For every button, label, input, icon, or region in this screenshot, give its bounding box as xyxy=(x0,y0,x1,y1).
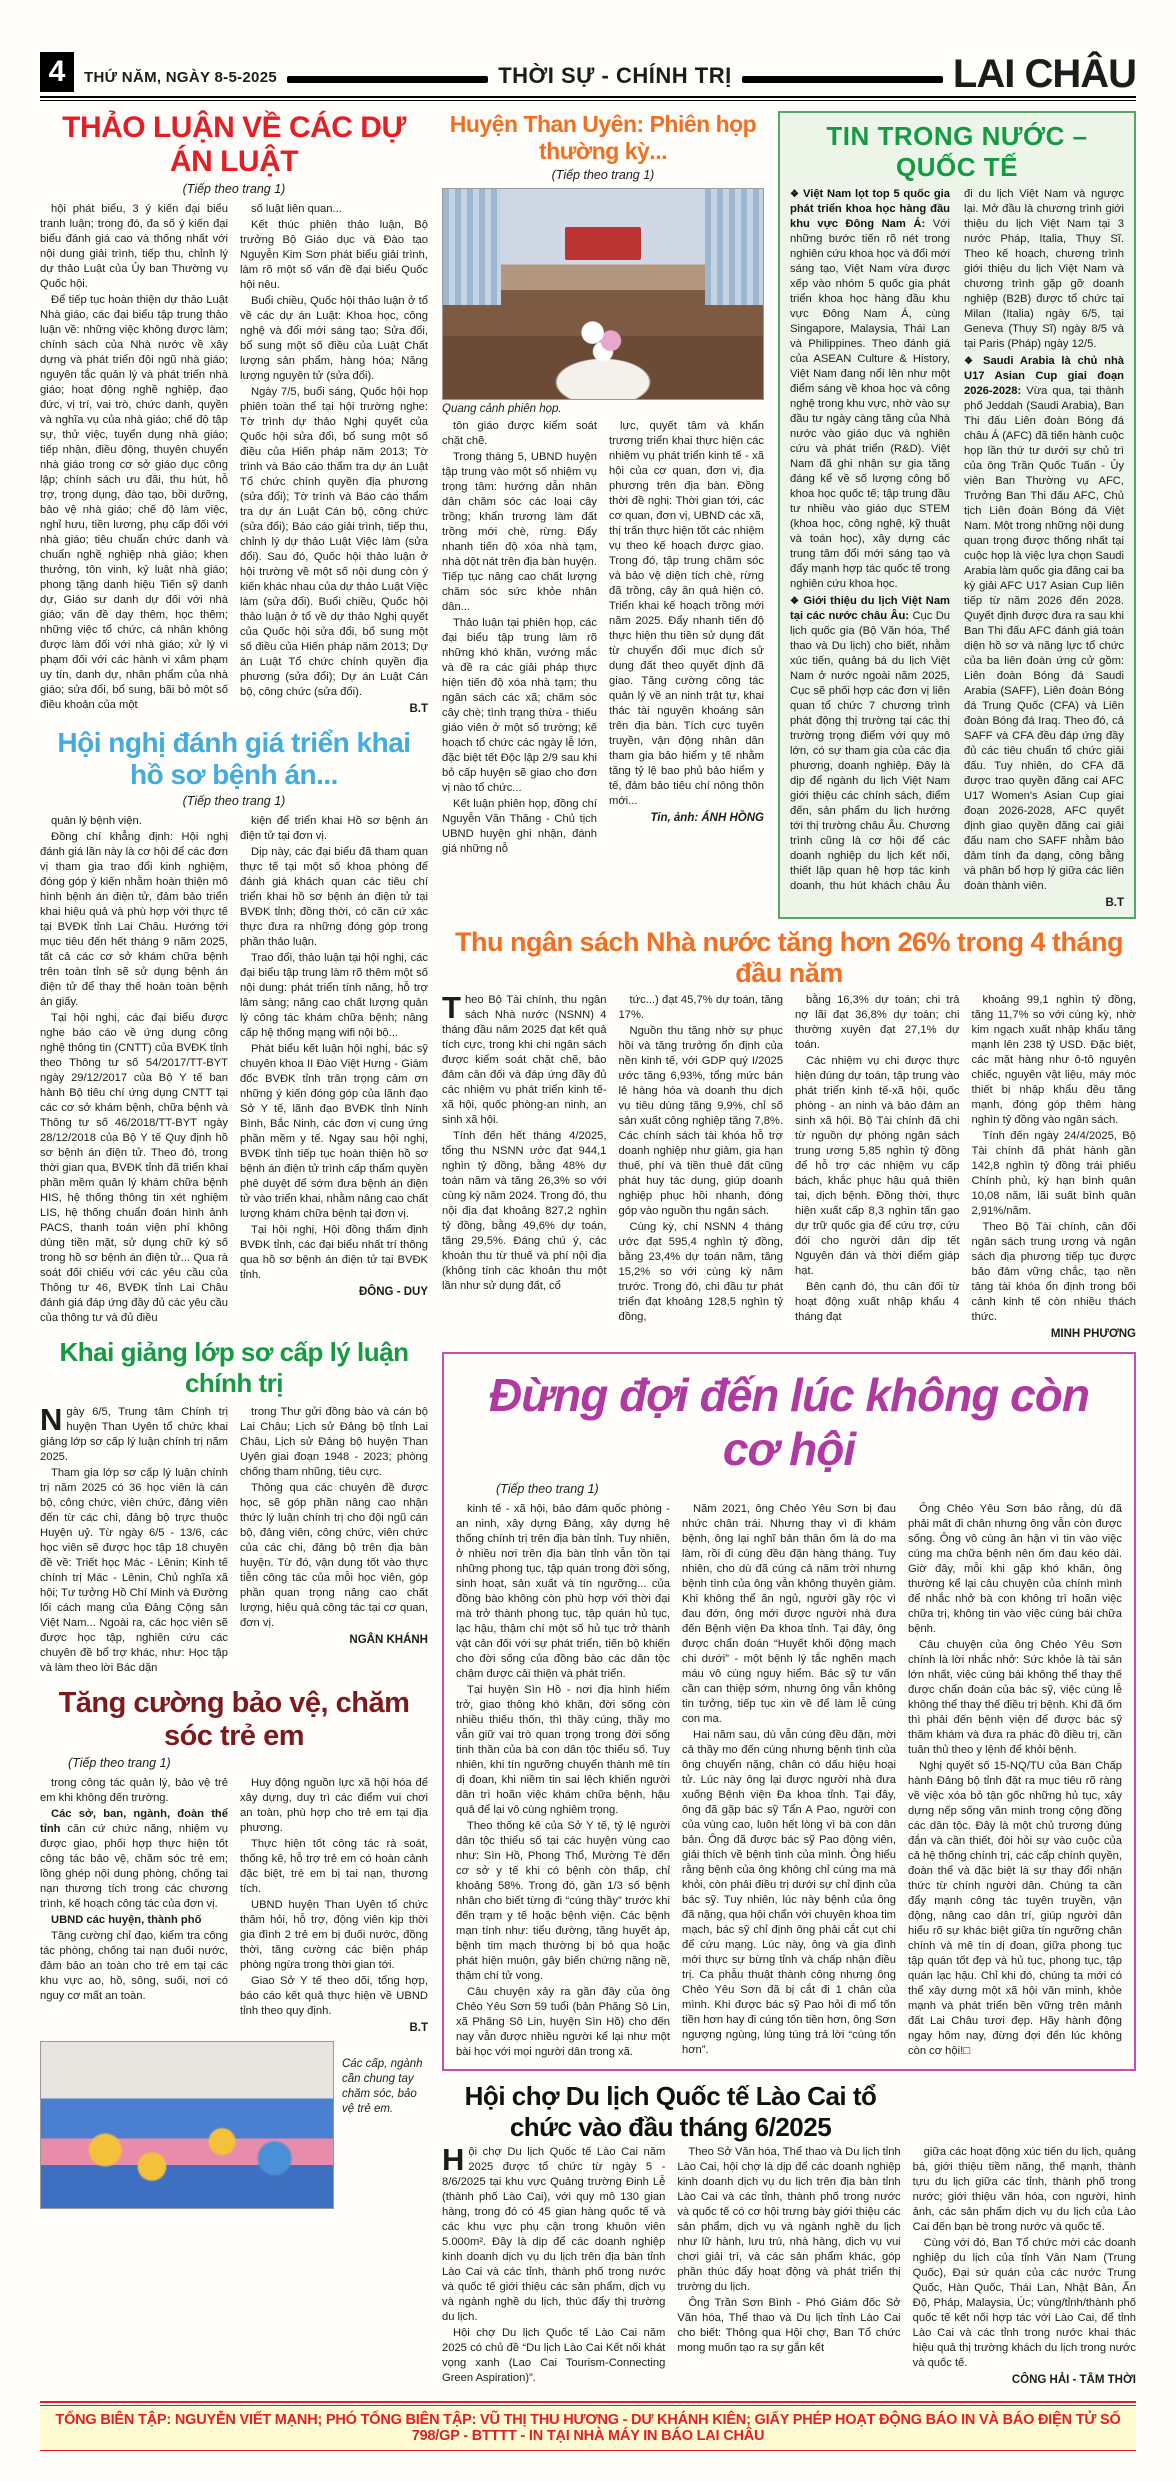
paragraph: Hội chợ Du lịch Quốc tế Lào Cai năm 2025 được tổ chức từ ngày 5 - 8/6/2025 tại khu vực Quảng trường Đinh Lễ (thành phố Lào Cai), với quy mô 130 gian hàng, trong đó có 45 gian hàng quốc tế và các khu vực phụ cận trong khuôn viên 5.000m². Đây là dịp để các doanh nghiệp kinh doanh dịch vụ du lịch trên địa bàn tỉnh Lào Cai và các tỉnh, thành phố trong nước và quốc tế giới thiệu các sản phẩm, dịch vụ và ngành nghề du lịch, thúc đẩy thị trường du lịch. xyxy=(442,2142,666,2324)
paragraph: ❖ Việt Nam lọt top 5 quốc gia phát triển khoa học hàng đầu khu vực Đông Nam Á: Với những bước tiến rõ nét trong nghiên cứu khoa học và đổi mới sáng tạo, Việt Nam vừa được xếp vào nhóm 5 quốc gia phát triển khoa học hàng đầu khu vực Đông Nam Á, cùng Singapore, Malaysia, Thái Lan và Philippines. Theo đánh giá của ASEAN Culture & History, Việt Nam đang nổi lên như một điểm sáng về khoa học và công nghệ trong khu vực, nhờ vào sự đầu tư ngày càng tăng của Nhà nước vào giáo dục và nghiên cứu và phát triển (R&D). Việt Nam đã ghi nhận sự gia tăng đáng kể về số lượng công bố khoa học quốc tế; tập trung đầu tư nhiều vào giáo dục STEM (khoa học, công nghệ, kỹ thuật và toán học), xây dựng các trung tâm đổi mới sáng tạo và đẩy mạnh hợp tác quốc tế trong nghiên cứu khoa học. xyxy=(790,187,950,592)
paragraph: Dịp này, các đại biểu đã tham quan thực tế tại một số khoa phòng để đánh giá khách quan các tiêu chí triển khai hồ sơ bệnh án điện tử tại BVĐK tỉnh; đồng thời, có căn cứ xác thực đưa ra những đóng góp trong phần thảo luận. xyxy=(240,846,428,949)
page-footer xyxy=(40,2401,1136,2451)
paragraph: lực, quyết tâm và khẩn trương triển khai thực hiện các nhiệm vụ phát triển kinh tế - xã hội của cơ quan, đơn vị, địa phương trên địa bàn. Đồng thời đề nghị: Thời gian tới, các cơ quan, đơn vị, UBND các xã, thị trấn thực hiện tốt các nhiệm vụ theo kế hoạch được giao. Trong đó, tập trung chăm sóc và bảo vệ diện tích chè, rừng đã trồng, cây ăn quả hiện có. Triển khai kế hoạch trồng mới năm 2025. Đẩy nhanh tiến độ thực hiện thu tiền sử dụng đất từ chuyển đổi mục đích sử dụng đất theo quyết định đã giao. Tăng cường công tác quản lý về an ninh trật tự, khai thác tài nguyên khoáng sản trên địa bàn. Tích cực tuyên truyền, vận động nhân dân tham gia bảo hiểm y tế nhằm tăng tỷ lệ bao phủ bảo hiểm y tế, đảm bảo tiêu chí nông thôn mới... xyxy=(609,420,764,807)
paragraph: Nguồn thu tăng nhờ sự phục hồi và tăng trưởng ổn định của nền kinh tế, với GDP quý I/2025 ước tăng 6,93%, tổng mức bán lẻ hàng hóa và doanh thu dịch vụ tiêu dùng tăng 9,9%, chỉ số sản xuất công nghiệp tăng 7,8%. Các chính sách tài khóa hỗ trợ doanh nghiệp như giảm, gia hạn thuế, phí và tiền thuê đất cũng phát huy tác dụng, giúp doanh nghiệp phục hồi nhanh, đóng góp vào nguồn thu ngân sách. xyxy=(618,1025,783,1217)
body-column xyxy=(972,993,1137,1342)
paragraph: Năm 2021, ông Chẻo Yêu Sơn bị đau nhức chân trái. Nhưng thay vì đi khám bệnh, ông lại nghĩ bản thân ốm là do ma làm, rồi đi cúng đều đặn hàng tháng. Tuy nhiên, cho dù đã cúng cả năm trời nhưng bệnh tình của ông vẫn không thuyên giảm. Khi không thể ăn ngủ, người gầy rộc vì đau đớn, ông mới được người nhà đưa đến Bệnh viện Đa khoa tỉnh. Tại đây, ông được chẩn đoán “Huyết khối động mạch chi dưới” - một bệnh lý tắc nghẽn mạch máu vô cùng nguy hiểm. Bác sỹ tư vấn cần can thiệp sớm, nhưng ông vẫn không tin tưởng, tiếp tục xin về để làm lễ cúng con ma. xyxy=(682,1503,896,1726)
paragraph: Tính đến ngày 24/4/2025, Bộ Tài chính đã phát hành gần 142,8 nghìn tỷ đồng trái phiếu Chính phủ, kỳ hạn bình quân 10,08 năm, lãi suất bình quân 2,91%/năm. xyxy=(971,1130,1136,1217)
continuation-note: (Tiếp theo trang 1) xyxy=(551,168,655,182)
paragraph: Hai năm sau, dù vẫn cúng đều đặn, mời cả thầy mo đến cúng nhưng bệnh tình của ông chuyển nặng, chân có dấu hiệu hoại tử. Lúc này ông lại được người nhà đưa xuống Bệnh viện Đa khoa tỉnh. Tại đây, ông đã gặp bác sỹ Tẩn A Pao, người con của vùng cao, luôn hết lòng vì bà con dân bản. Ông đã được bác sỹ Pao động viên, giải thích về bệnh tình của mình. Ông hiểu rằng bệnh của ông không chỉ cúng ma mà khỏi, còn phải điều trị dưới sự chỉ định của bác sỹ. Tuy nhiên, lúc này bệnh của ông đã nặng, qua hội chẩn với chuyên khoa tim mạch, bác sỹ chỉ định ông phải cắt cụt chi để cứu mạng. Lúc này, ông và gia đình mới thực sự bừng tỉnh và chấp nhận điều trị. Ca phẫu thuật thành công nhưng ông Chẻo Yêu Sơn đã bị cắt đi 1 chân của mình. Khi được bác sỹ Pao hỏi đi mổ tốn tiền hơn hay đi cúng tốn tiền hơn, ông Sơn ngượng ngùng, lúng túng trả lời “cúng tốn hơn”. xyxy=(682,1729,896,2057)
article-than-uyen-title: Huyện Than Uyên: Phiên họp thường kỳ... xyxy=(449,111,757,164)
paragraph: Đồng chí khẳng định: Hội nghị đánh giá lần này là cơ hội để các đơn vị tham gia trao đổi kinh nghiệm, đóng góp ý kiến nhằm hoàn thiện mô hình bệnh án điện tử, đảm bảo triển khai hiệu quả và phù hợp với thực tế tại BVĐK tỉnh Lai Châu. Hướng tới mục tiêu đến hết tháng 9 năm 2025, tất cả các cơ sở khám chữa bệnh trên toàn tỉnh sẽ sử dụng bệnh án điện tử để thay thế hoàn toàn bệnh án giấy. xyxy=(40,831,228,1009)
photo-caption: Quang cảnh phiên họp. xyxy=(442,403,562,415)
body-column xyxy=(609,419,764,858)
body-column xyxy=(40,814,228,1327)
meeting-flowers xyxy=(577,311,628,366)
body-column xyxy=(240,1776,428,2036)
page-header xyxy=(40,52,1136,96)
article-dung-doi xyxy=(442,1352,1136,2071)
left-column-strip xyxy=(40,111,428,2389)
body-column xyxy=(40,202,228,717)
paragraph: số luật liên quan... xyxy=(251,203,342,215)
section-title: THỜI SỰ - CHÍNH TRỊ xyxy=(498,63,732,88)
body-column xyxy=(240,814,428,1327)
paragraph: ❖ Saudi Arabia là chủ nhà U17 Asian Cup giai đoạn 2026-2028: Vừa qua, tại thành phố Jeddah (Saudi Arabia), Ban Thi đấu Liên đoàn Bóng đá châu Á (AFC) đã tiến hành cuộc họp lần thứ tư dưới sự chủ trì của ông Trần Quốc Tuấn - Ủy viên Ban Thường vụ AFC, Trưởng Ban Thi đấu AFC, Chủ tịch Liên đoàn Bóng đá Việt Nam. Một trong những nội dung quan trọng được thống nhất tại cuộc họp là việc lựa chọn Saudi Arabia làm quốc gia đăng cai ba kỳ giải AFC U17 Asian Cup liên tiếp từ năm 2026 đến 2028. Quyết định được đưa ra sau khi Ban Thi đấu AFC đánh giá toàn diện hồ sơ và năng lực tổ chức của ba liên đoàn ứng cử gồm: Liên đoàn Bóng đá Saudi Arabia (SAFF), Liên đoàn Bóng đá Trung Quốc (CFA) và Liên đoàn Bóng đá Iraq. Theo đó, cả SAFF và CFA đều đáp ứng đầy đủ các tiêu chuẩn tổ chức giải đấu. Tuy nhiên, do CFA đã được trao quyền đăng cai AFC U17 Women's Asian Cup giai đoạn 2026-2028, AFC quyết định giao quyền đăng cai giải đấu nam cho SAFF nhằm bảo đảm tính đa dạng, công bằng và phân bổ hợp lý giữa các liên đoàn thành viên. xyxy=(964,354,1124,894)
article-thao-luan xyxy=(40,111,428,717)
paragraph: khoảng 99,1 nghìn tỷ đồng, tăng 11,7% so với cùng kỳ, nhờ kim ngạch xuất nhập khẩu tăng mạnh lên 238 tỷ USD. Đặc biệt, các mặt hàng như ô-tô nguyên chiếc, nguyên vật liệu, máy móc thiết bị nhập khẩu đều tăng mạnh, đóng góp thêm hàng nghìn tỷ đồng vào ngân sách. xyxy=(971,994,1136,1126)
paragraph: trong công tác quản lý, bảo vệ trẻ em khi không đến trường. xyxy=(40,1777,228,1805)
paragraph: Các nhiệm vụ chi được thực hiện đúng dự toán, tập trung vào phát triển kinh tế-xã hội, quốc phòng - an ninh và bảo đảm an sinh xã hội. Bộ Tài chính đã chi từ nguồn dự phòng ngân sách trung ương 5,85 nghìn tỷ đồng để hỗ trợ các nhiệm vụ cấp bách, khắc phục hậu quả thiên tai, dịch bệnh. Đồng thời, thực hiện xuất cấp 8,3 nghìn tấn gạo dự trữ quốc gia để cứu trợ, cứu đói cho người dân dịp tết Nguyên đán và thời điểm giáp hạt. xyxy=(795,1055,960,1277)
article-tang-cuong xyxy=(40,1687,428,2208)
article-tang-cuong-title: Tăng cường bảo vệ, chăm sóc trẻ em xyxy=(58,1687,410,1753)
meeting-banner xyxy=(565,227,642,261)
paragraph: UBND các huyện, thành phố xyxy=(51,1914,202,1927)
news-box-domestic-international xyxy=(778,111,1136,919)
paragraph: Tại hội nghị, Hội đồng thẩm định BVĐK tỉnh, các đại biểu nhất trí thông qua hồ sơ bệnh án điện tử tại BVĐK tỉnh. xyxy=(240,1224,428,1282)
paragraph: Huy động nguồn lực xã hội hóa để xây dựng, duy trì các điểm vui chơi an toàn, phù hợp cho trẻ em tại địa phương. xyxy=(240,1777,428,1835)
header-underline xyxy=(40,96,1136,101)
article-hoi-nghi-title: Hội nghị đánh giá triển khai hồ sơ bệnh án... xyxy=(57,727,411,791)
article-thu-ngan-sach xyxy=(442,919,1136,1342)
paragraph: Ông Chẻo Yêu Sơn bảo rằng, dù đã phải mất đi chân nhưng ông vẫn còn được sống. Ông vô cùng ân hận vì tin vào việc cúng ma chữa bệnh nên ốm đau kéo dài. Giờ đây, mỗi khi gặp khó khăn, ông thường kể lại câu chuyện của chính mình để nhắc nhở bà con không trì hoãn việc chữa trị, không tin vào việc cúng bái chữa bệnh. xyxy=(908,1503,1122,1636)
body-column xyxy=(240,1405,428,1677)
paragraph: Theo Bộ Tài chính, thu ngân sách Nhà nước (NSNN) 4 tháng đầu năm 2025 đạt kết quả tích cực, trong khi chi ngân sách được kiểm soát chặt chẽ, bảo đảm cân đối và đáp ứng đầy đủ các nhiệm vụ phát triển kinh tế-xã hội, quốc phòng-an ninh, an sinh xã hội. xyxy=(442,990,607,1126)
article-khai-giang-title: Khai giảng lớp sơ cấp lý luận chính trị xyxy=(59,1337,409,1399)
imprint-line: TỔNG BIÊN TẬP: NGUYỄN VIẾT MẠNH; PHÓ TỔNG BIÊN TẬP: VŨ THỊ THU HƯƠNG - DƯ KHÁNH KIÊN; GIẤY PHÉP HOẠT ĐỘNG BÁO IN VÀ BÁO ĐIỆN TỬ SỐ 798/GP - BTTTT - IN TẠI NHÀ MÁY IN BÁO LAI CHÂU xyxy=(55,2411,1121,2444)
paragraph: Giao Sở Y tế theo dõi, tổng hợp, báo cáo kết quả thực hiện về UBND tỉnh theo quy định. xyxy=(240,1975,428,2018)
signature: MINH PHƯƠNG xyxy=(1050,1328,1136,1340)
news-box-body xyxy=(790,187,1124,895)
paragraph: tức...) đạt 45,7% dự toán, tăng 17%. xyxy=(618,994,783,1021)
body-column xyxy=(40,1776,228,2036)
paragraph: Câu chuyện của ông Chẻo Yêu Sơn chính là lời nhắc nhở: Sức khỏe là tài sản lớn nhất, việc cúng bái không thể thay thế được chẩn đoán của bác sỹ, việc cúng lễ không thể thay thế điều trị bệnh. Khi đã ốm thì phải đến bệnh viện để được bác sỹ thăm khám và đưa ra phác đồ điều trị, cần tuân thủ theo y lệnh để khỏi bệnh. xyxy=(908,1639,1122,1757)
body-column xyxy=(456,1502,670,2061)
article-hoi-cho xyxy=(442,2081,1136,2388)
body-column xyxy=(442,990,607,1342)
header-rule-left xyxy=(287,76,488,83)
paragraph: Thực hiện tốt công tác rà soát, thống kê, hỗ trợ trẻ em có hoàn cảnh đặc biệt, trẻ em bị tai nạn, thương tích. xyxy=(240,1838,428,1896)
paragraph: UBND huyện Than Uyên tổ chức thăm hỏi, hỗ trợ, động viên kịp thời gia đình 2 trẻ em bị đuối nước, đồng thời, tăng cường các biện pháp phòng ngừa trong thời gian tới. xyxy=(240,1899,428,1972)
body-column xyxy=(619,993,784,1342)
paragraph: trong Thư gửi đồng bào và cán bộ Lai Châu; Lịch sử Đảng bộ tỉnh Lai Châu, Lịch sử Đảng bộ huyện Than Uyên giai đoạn 1948 - 2023; phòng chống tham nhũng, tiêu cực. xyxy=(240,1406,428,1479)
page-number: 4 xyxy=(40,52,74,92)
article-dung-doi-title: Đừng đợi đến lúc không còn cơ hội xyxy=(489,1369,1089,1476)
paragraph: kinh tế - xã hội, bảo đảm quốc phòng - an ninh, xây dựng Đảng, xây dựng hệ thống chính trị trên địa bàn tỉnh. Tuy nhiên, ở nhiều nơi trên địa bàn tỉnh vẫn tồn tại những phong tục, tập quán trong đời sống, sinh hoạt, sản xuất và tín ngưỡng... của đồng bào không còn phù hợp với thời đại mà trở thành phong tục, tập quán hủ tục, lạc hậu, thậm chí một số hủ tục trở thành vật cản đối với sự phát triển, tiến bộ khiến cho đời sống của đồng bào các dân tộc chậm được cải thiện và phát triển. xyxy=(456,1503,670,1681)
signature: NGÂN KHÁNH xyxy=(349,1634,428,1647)
body-column xyxy=(908,1502,1122,2061)
paragraph: Nghị quyết số 15-NQ/TU của Ban Chấp hành Đảng bộ tỉnh đặt ra mục tiêu rõ ràng về việc xóa bỏ tận gốc những hủ tục, xây dựng nếp sống văn minh trong cộng đồng các dân tộc. Đây là một chủ trương đúng đắn và cần thiết, đòi hỏi sự vào cuộc của cả hệ thống chính trị, các cấp chính quyền, đoàn thể và đặc biệt là sự thay đổi nhận thức từ chính người dân. Chúng ta cần đẩy mạnh công tác tuyên truyền, vận động, nâng cao dân trí, giúp người dân hiểu rõ sự khác biệt giữa tín ngưỡng chân chính và mê tín dị đoan, giữa phong tục tập quán tốt đẹp và hủ tục, phong tục, tập quán lạc hậu. Chỉ khi đó, chúng ta mới có thể xây dựng một xã hội văn minh, khỏe mạnh và phát triển bền vững trên mảnh đất Lai Châu tươi đẹp. Hãy hành động ngay hôm nay, đừng đợi đến lúc không còn cơ hội!□ xyxy=(908,1760,1122,2058)
signature: Tin, ảnh: ÁNH HỒNG xyxy=(650,812,764,824)
paragraph: Bên cạnh đó, thu cân đối từ hoạt động xuất nhập khẩu 4 tháng đạt xyxy=(795,1281,960,1323)
paragraph: Các sở, ban, ngành, đoàn thể tỉnh căn cứ chức năng, nhiệm vụ được giao, phối hợp thực hiện tốt công tác bảo vệ, chăm sóc trẻ em; lồng ghép nội dung phòng, chống tai nạn thương tích trong các chương trình, kế hoạch công tác của đơn vị. xyxy=(40,1808,228,1911)
news-box-title: TIN TRONG NƯỚC – QUỐC TẾ xyxy=(826,121,1088,182)
body-column xyxy=(442,2142,666,2388)
signature: B.T xyxy=(409,2022,428,2035)
paragraph: Ngày 6/5, Trung tâm Chính trị huyện Than Uyên tổ chức khai giảng lớp sơ cấp lý luận chính trị năm 2025. xyxy=(40,1402,228,1464)
paragraph: bằng 16,3% dự toán; chi trả nợ lãi đạt 36,8% dự toán; chi thường xuyên đạt 27,1% dự toán. xyxy=(795,994,960,1051)
article-than-uyen xyxy=(442,111,764,919)
paragraph: hội phát biểu, 3 ý kiến đại biểu tranh luận; trong đó, đa số ý kiến đại biểu đánh giá cao và thống nhất với nội dung giải trình, tiếp thu, chỉnh lý dự thảo Luật của Ủy ban Thường vụ Quốc hội. xyxy=(40,203,228,290)
date-line: THỨ NĂM, NGÀY 8-5-2025 xyxy=(84,69,277,86)
signature: B.T xyxy=(409,703,428,715)
body-column xyxy=(240,202,428,717)
header-rule-right xyxy=(742,76,943,83)
paragraph: Ngày 7/5, buổi sáng, Quốc hội họp phiên toàn thể tại hội trường nghe: Tờ trình dự thảo Nghị quyết của Quốc hội sửa đổi, bổ sung một số điều của Hiến pháp năm 2013; Tờ trình và Báo cáo thẩm tra dự án Luật Tổ chức chính quyền địa phương (sửa đổi); Tờ trình và Báo cáo thẩm tra dự án Luật Cán bộ, công chức (sửa đổi); Báo cáo giải trình, tiếp thu, chỉnh lý dự thảo Luật Việc làm (sửa đổi). Sau đó, Quốc hội thảo luận ở hội trường về một số nội dung còn ý kiến khác nhau của dự thảo Luật Việc làm (sửa đổi). Buổi chiều, Quốc hội thảo luận ở tổ về dự thảo Nghị quyết của Quốc hội sửa đổi, bổ sung một số điều của Hiến pháp năm 2013; Dự án Luật Tổ chức chính quyền địa phương (sửa đổi); Dự án Luật Cán bộ, công chức (sửa đổi). xyxy=(240,386,428,698)
paragraph: Phát biểu kết luận hội nghị, bác sỹ chuyên khoa II Đào Việt Hưng - Giám đốc BVĐK tỉnh trân trọng cảm ơn những ý kiến đóng góp của lãnh đạo Sở Y tế, lãnh đạo BVĐK tỉnh Ninh Bình, Bắc Ninh, các đơn vị cung ứng phần mềm y tế. Ngay sau hội nghị, BVĐK tỉnh tiếp tục hoàn thiện hồ sơ bệnh án điện tử trình cấp thẩm quyền phê duyệt để sớm đưa bệnh án điện tử vào triển khai, nhằm nâng cao chất lượng khám chữa bệnh tại đơn vị. xyxy=(240,1043,428,1221)
paragraph: Tăng cường chỉ đạo, kiểm tra công tác phòng, chống tai nạn đuối nước, đảm bảo an toàn cho trẻ em tại các khu vực ao, hồ, sông, suối, nơi có nguy cơ mất an toàn. xyxy=(40,1930,228,2003)
photo-caption: Các cấp, ngành cần chung tay chăm sóc, bảo vệ trẻ em. xyxy=(342,2057,423,2115)
article-thu-ngan-sach-title: Thu ngân sách Nhà nước tăng hơn 26% trong 4 tháng đầu năm xyxy=(455,927,1123,988)
article-khai-giang xyxy=(40,1337,428,1677)
paragraph: Kết luận phiên họp, đồng chí Nguyễn Văn Thăng - Chủ tịch UBND huyện ghi nhận, đánh giá những nỗ xyxy=(442,798,597,855)
paragraph: Trong tháng 5, UBND huyện tập trung vào một số nhiệm vụ trọng tâm: hướng dẫn nhân dân chăm sóc các loại cây trồng; khẩn trương làm đất trồng mới chè, rừng. Đẩy nhanh tiến độ xóa nhà tạm, nhà dột nát trên địa bàn huyện. Tiếp tục nâng cao chất lượng chăm sóc sức khỏe nhân dân... xyxy=(442,451,597,613)
body-column xyxy=(677,2145,900,2388)
body-column xyxy=(442,419,597,858)
article-hoi-nghi xyxy=(40,727,428,1327)
paragraph: Theo Sở Văn hóa, Thể thao và Du lịch tỉnh Lào Cai, hội chợ là dịp để các doanh nghiệp kinh doanh dịch vụ du lịch trên địa bàn tỉnh Lào Cai và các tỉnh, thành phố trong nước và quốc tế có cơ hội trưng bày giới thiệu các sản phẩm, dịch vụ và ngành nghề du lịch như lữ hành, lưu trú, nhà hàng, dịch vụ vui chơi giải trí, và các sản phẩm khác, góp phần thúc đẩy hoạt động và phát triển thị trường du lịch. xyxy=(677,2146,901,2294)
paragraph: giữa các hoạt động xúc tiến du lịch, quảng bá, giới thiệu tiềm năng, thế mạnh, thành tựu du lịch giữa các tỉnh, thành phố trong nước; giới thiệu văn hóa, con người, hình ảnh, các sản phẩm dịch vụ du lịch của Lào Cai đến bạn bè trong nước và quốc tế. xyxy=(912,2146,1136,2234)
signature: CÔNG HẢI - TÂM THỜI xyxy=(1011,2374,1136,2387)
paragraph: Ông Trần Sơn Bình - Phó Giám đốc Sở Văn hóa, Thể thao và Du lịch tỉnh Lào Cai cho biết: Thông qua Hội chợ, Ban Tổ chức mong muốn tạo ra sự gắn kết xyxy=(677,2297,901,2355)
paragraph: Theo thống kê của Sở Y tế, tỷ lệ người dân tộc thiểu số tại các huyện vùng cao như: Sìn Hồ, Phong Thổ, Mường Tè đến cơ sở y tế khi có bệnh còn thấp, chỉ khoảng 58%. Trong đó, gần 1/3 số bệnh nhân cho biết từng đi “cúng thầy” trước khi đến trạm y tế hoặc bệnh viện. Các bệnh mạn tính như: tiểu đường, tăng huyết áp, bệnh tim mạch thường bị bỏ qua hoặc phát hiện muộn, gây biến chứng nặng nề, thậm chí tử vong. xyxy=(456,1820,670,1983)
masthead: LAI CHÂU xyxy=(952,52,1136,96)
signature: B.T xyxy=(1105,897,1124,909)
paragraph: Thông qua các chuyên đề được học, sẽ góp phần nâng cao nhận thức lý luận chính trị cho đội ngũ cán bộ, đảng viên, công chức, viên chức của các chi, đảng bộ trên địa bàn huyện. Từ đó, vận dụng tốt vào thực tiễn công tác của mỗi học viên, góp phần quan trọng nâng cao chất lượng, hiệu quả công tác tại cơ quan, đơn vị. xyxy=(240,1482,428,1630)
paragraph: Trao đổi, thảo luận tại hội nghị, các đại biểu tập trung làm rõ thêm một số nội dung: phát triển tính năng, hỗ trợ lâm sàng; nâng cao chất lượng quản lý công tác khám chữa bệnh; nâng cấp hệ thống mạng wifi nội bộ... xyxy=(240,952,428,1040)
paragraph: Câu chuyện xảy ra gần đây của ông Chẻo Yêu Sơn 59 tuổi (bản Phăng Sô Lin, xã Phăng Sô Lin, huyện Sìn Hồ) cho đến nay vẫn được nhiều người kể lại như một bài học với mọi người dân trong xã. xyxy=(456,1986,670,2059)
right-region xyxy=(442,111,1136,2389)
signature: ĐÔNG - DUY xyxy=(359,1286,428,1299)
paragraph: tôn giáo được kiểm soát chặt chẽ. xyxy=(442,420,597,447)
body-column xyxy=(795,993,960,1342)
continuation-note: (Tiếp theo trang 1) xyxy=(182,182,286,196)
paragraph: Tính đến hết tháng 4/2025, tổng thu NSNN ước đạt 944,1 nghìn tỷ đồng, bằng 48% dự toán năm và tăng 26,3% so với cùng kỳ năm 2024. Trong đó, thu nội địa đạt khoảng 827,2 nghìn tỷ đồng, bằng 49,6% dự toán, tăng 29,5%. Đáng chú ý, các khoản thu từ thuế và phí nội địa (không tính các khoản thu một lần như sử dụng đất, cổ xyxy=(442,1130,607,1292)
children-playing-photo xyxy=(40,2041,334,2209)
continuation-note: (Tiếp theo trang 1) xyxy=(496,1482,599,1497)
paragraph: Cùng với đó, Ban Tổ chức mời các doanh nghiệp du lịch của tỉnh Vân Nam (Trung Quốc), Đại sứ quán của các nước Trung Quốc, Hàn Quốc, Thái Lan, Nhật Bản, Ấn Độ, Pháp, Malaysia, Úc; vùng/tỉnh/thành phố quốc tế kết nối hợp tác với Lào Cai, để tỉnh Lào Cai và các tỉnh trong nước khai thác hiệu quả thị trường khách du lịch trong nước và quốc tế. xyxy=(912,2237,1136,2370)
paragraph: Để tiếp tục hoàn thiện dự thảo Luật Nhà giáo, các đại biểu tập trung thảo luận về: những việc không được làm; chính sách của Nhà nước về xây dựng và phát triển đội ngũ nhà giáo; nguyên tắc quản lý và phát triển nhà giáo; hoạt động nghề nghiệp, đạo đức, vị trí, vai trò, chức danh, quyền và nghĩa vụ của nhà giáo; chế độ tập sự, thử việc, tuyển dụng nhà giáo; tiếp nhận, điều động, thuyên chuyển nhà giáo trong cơ sở giáo dục công lập; chính sách ưu đãi, thu hút, hỗ trợ, trọng dụng, đào tạo, bồi dưỡng, bảo vệ nhà giáo; chế độ làm việc, nghỉ hưu, tiền lương, phụ cấp đối với nhà giáo; tiêu chuẩn chức danh và chuẩn nghề nghiệp nhà giáo; khen thưởng, tôn vinh, kỷ luật nhà giáo; phong tặng danh hiệu Tiến sỹ danh dự, Giáo sư danh dự đối với nhà giáo; vấn đề dạy thêm, học thêm; những việc tổ chức, cá nhân không được làm đối với nhà giáo; xử lý vi phạm đối với các hành vi xâm phạm uy tín, danh dự, nhân phẩm của nhà giáo; sửa đổi, bổ sung, bãi bỏ một số điều khoản của một xyxy=(40,294,228,711)
body-column xyxy=(40,1402,228,1677)
paragraph: quản lý bệnh viện. xyxy=(51,815,142,828)
paragraph: kiện để triển khai Hồ sơ bệnh án điện tử tại đơn vị. xyxy=(240,815,428,843)
body-column xyxy=(682,1502,896,2061)
paragraph: Theo Bộ Tài chính, cân đối ngân sách trung ương và ngân sách địa phương tiếp tục được bảo đảm vững chắc, tạo nền tảng tài khóa ổn định trong bối cảnh kinh tế còn nhiều thách thức. xyxy=(971,1221,1136,1323)
continuation-note: (Tiếp theo trang 1) xyxy=(182,794,286,809)
paragraph: Buổi chiều, Quốc hội thảo luận ở tổ về các dự án Luật: Khoa học, công nghệ và đổi mới sáng tạo; Sửa đổi, bổ sung một số điều của Luật Chất lượng sản phẩm, hàng hóa; Năng lượng nguyên tử (sửa đổi). xyxy=(240,295,428,382)
paragraph: Tại huyện Sìn Hồ - nơi địa hình hiểm trở, giao thông khó khăn, đời sống còn nhiều thiếu thốn, thì thầy cúng, thầy mo vẫn giữ vai trò quan trọng trong đời sống tinh thần của bà con dân tộc thiểu số. Tuy nhiên, khi tín ngưỡng chuyển thành mê tín dị đoan, khi niềm tin sai lệch khiến người dân trì hoãn việc khám chữa bệnh, hậu quả để lại vô cùng nghiêm trọng. xyxy=(456,1684,670,1817)
meeting-photo xyxy=(442,188,764,400)
continuation-note: (Tiếp theo trang 1) xyxy=(68,1756,171,1771)
paragraph: Kết thúc phiên thảo luận, Bộ trưởng Bộ Giáo dục và Đào tạo Nguyễn Kim Sơn phát biểu giải trình, làm rõ một số vấn đề đại biểu Quốc hội nêu. xyxy=(240,219,428,291)
paragraph: Thảo luận tại phiên họp, các đại biểu tập trung làm rõ những khó khăn, vướng mắc và đề ra các giải pháp thực hiện tiến độ xóa nhà tạm; thu ngân sách các xã; chăm sóc cây chè; tình trạng thừa - thiếu giáo viên ở một số trường; kế hoạch tổ chức các ngày lễ lớn, đặc biệt tết Độc lập 2/9 sau khi bỏ cấp huyện sẽ giao cho đơn vị nào tổ chức... xyxy=(442,617,597,794)
paragraph: Cùng kỳ, chi NSNN 4 tháng ước đạt 595,4 nghìn tỷ đồng, bằng 23,4% dự toán năm, tăng 15,2% so với cùng kỳ năm trước. Trong đó, chi đầu tư phát triển đạt khoảng 128,5 nghìn tỷ đồng, xyxy=(618,1221,783,1323)
paragraph: Tham gia lớp sơ cấp lý luận chính trị năm 2025 có 36 học viên là cán bộ, công chức, viên chức, đảng viên đến từ các chi, đảng bộ trực thuộc Huyện uỷ. Từ ngày 6/5 - 13/6, các học viên sẽ được học tập 18 chuyên đề về: Triết học Mác - Lênin; Kinh tế chính trị Mác - Lênin, Chủ nghĩa xã hội; Tư tưởng Hồ Chí Minh và Đường lối cách mạng của Đảng Cộng sản Việt Nam... Ngoài ra, các học viên sẽ được học tập, nghiên cứu các chuyên đề bổ trợ khác, như: Học tập và làm theo lời Bác dặn xyxy=(40,1467,228,1675)
body-column xyxy=(913,2145,1136,2388)
paragraph: ❖ Giới thiệu du lịch Việt Nam tại các nước châu Âu: Cục Du lịch quốc gia (Bộ Văn hóa, Thể thao và Du lịch) cho biết, nhằm xúc tiến, quảng bá du lịch Việt Nam ở nước ngoài năm 2025, Cục sẽ phối hợp các đơn vị liên quan tổ chức 7 chương trình phát động thị trường tại các thị trường trọng điểm với quy mô lớn, có sự tham gia của các địa phương, doanh nghiệp. Đây là dịp để ngành du lịch Việt Nam giới thiệu các chính sách, điểm đến, sản phẩm du lịch hướng tới thị trường châu Âu. Chương trình cũng là cơ hội để các doanh nghiệp du lịch kết nối, thiết lập quan hệ hợp tác kinh doanh, thu hút khách châu Âu đi du lịch Việt Nam và ngược lại. Mở đầu là chương trình giới thiệu du lịch Việt Nam tại 3 nước Pháp, Italia, Thụy Sĩ. Theo kế hoạch, chương trình giới thiệu du lịch Việt Nam và chương trình gặp gỡ doanh nghiệp (B2B) được tổ chức tại Milan (Italia) ngày 6/5, tại Geneva (Thụy Sĩ) ngày 8/5 và tại Paris (Pháp) ngày 12/5. xyxy=(790,187,1124,895)
paragraph: Tại hội nghị, các đại biểu được nghe báo cáo về ứng dụng công nghệ thông tin (CNTT) của BVĐK tỉnh theo Thông tư số 54/2017/TT-BYT ngày 29/12/2017 của Bộ Y tế ban hành Bộ tiêu chí ứng dụng CNTT tại các cơ sở khám bệnh, chữa bệnh và Thông tư số 46/2018/TT-BYT ngày 28/12/2018 của Bộ Y tế Quy định hồ sơ bệnh án điện tử. Theo đó, trong thời gian qua, BVĐK tỉnh đã triển khai phần mềm quản lý khám chữa bệnh HIS, hệ thống thông tin xét nghiệm LIS, hệ thống chuẩn đoán hình ảnh PACS, thanh toán viện phí không dùng tiền mặt, sử dụng chữ ký số trong hồ sơ bệnh án điện tử... Qua rà soát đối chiếu với các yêu cầu của Thông tư 46, BVĐK tỉnh Lai Châu đánh giá đáp ứng đầy đủ các yêu cầu của thông tư và đủ điều xyxy=(40,1012,228,1325)
article-thao-luan-title: THẢO LUẬN VỀ CÁC DỰ ÁN LUẬT xyxy=(62,111,406,178)
article-hoi-cho-title: Hội chợ Du lịch Quốc tế Lào Cai tổ chức vào đầu tháng 6/2025 xyxy=(464,2081,877,2143)
paragraph: Hội chợ Du lịch Quốc tế Lào Cai năm 2025 có chủ đề “Du lịch Lào Cai Kết nối khát vọng xanh (Lao Cai Tourism-Connecting Green Aspiration)”. xyxy=(442,2327,666,2385)
